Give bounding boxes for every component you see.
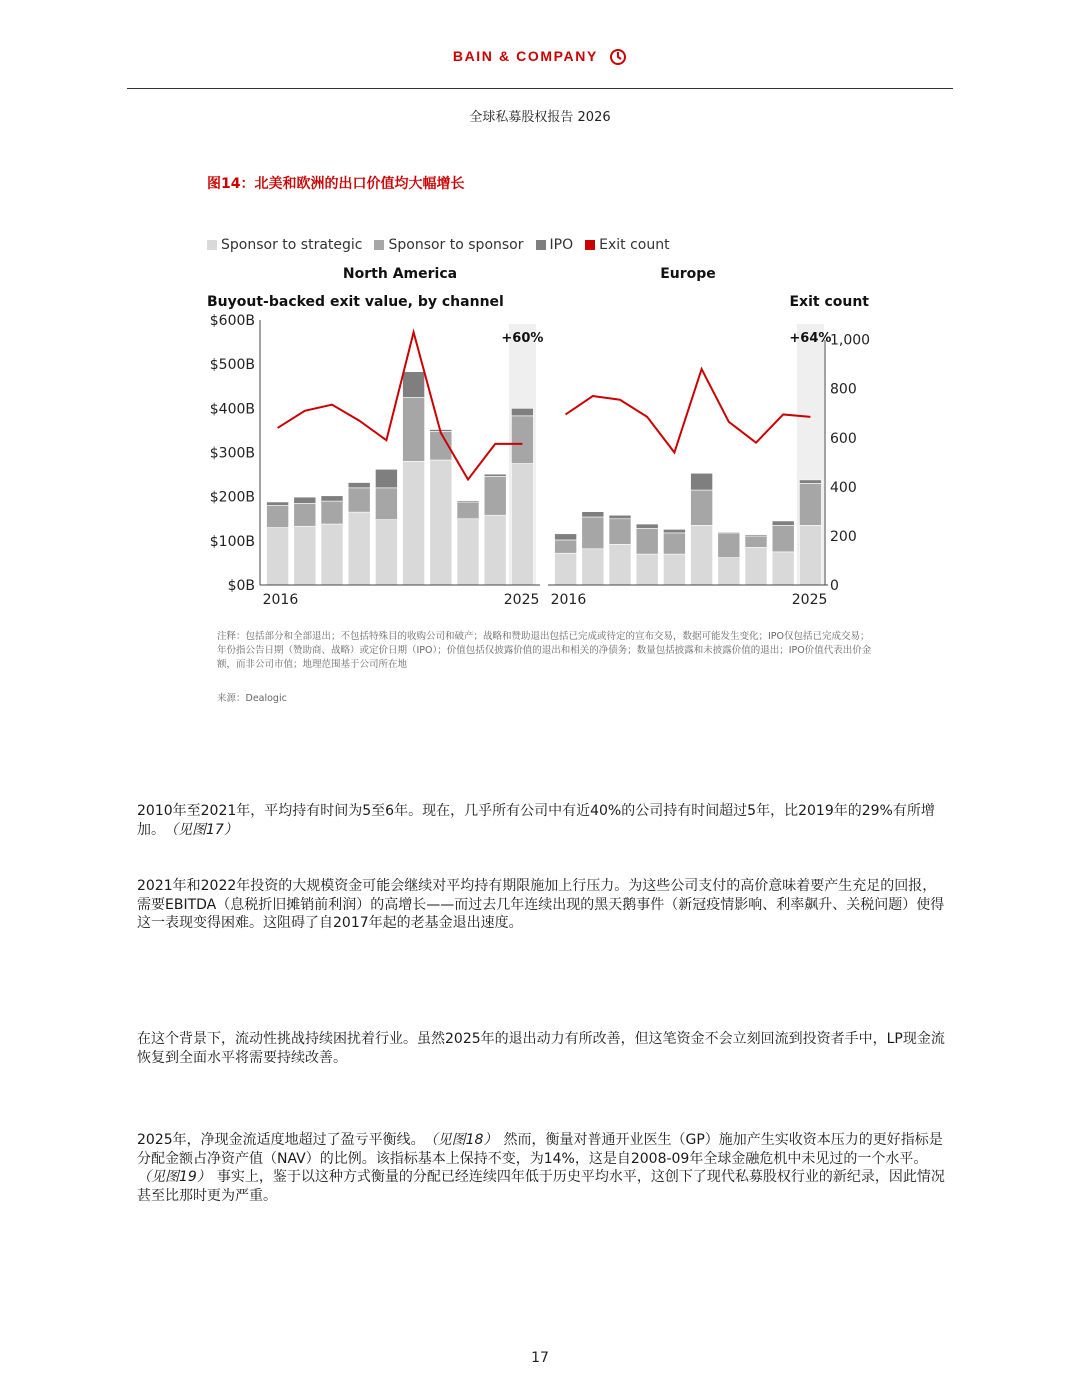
bar-segment-eu	[609, 519, 631, 545]
legend-label-ipo: IPO	[549, 237, 574, 253]
bar-segment-na	[457, 502, 479, 519]
bar-segment-eu	[772, 525, 794, 552]
bar-segment-na	[511, 408, 533, 416]
legend-item-strategic	[207, 237, 362, 253]
y-tick-label: $300B	[209, 445, 255, 462]
paragraph-3: 在这个背景下，流动性挑战持续困扰着行业。虽然2025年的退出动力有所改善，但这笔资金不会立刻回流到投资者手中，LP现金流恢复到全面水平将需要持续改善。	[137, 1031, 945, 1066]
bar-segment-eu	[799, 525, 821, 585]
paragraph-4-text-b: 然而，衡量对普通开业医生（GP）施加产生实收资本压力的更好指标是分配金额占净资产值（NAV）的比例。该指标基本上保持不变，为14%，这是自2008-09年全球金融危机中未见过的一个水平。	[137, 1132, 943, 1167]
legend-item-ipo	[536, 237, 574, 253]
bar-segment-eu	[663, 533, 685, 554]
y-tick-label: $0B	[227, 578, 255, 594]
figure-ref-19[interactable]: （见图19）	[137, 1169, 211, 1185]
bar-segment-eu	[691, 473, 713, 490]
bar-segment-eu	[555, 534, 577, 540]
paragraph-4	[137, 1131, 949, 1205]
bar-segment-eu	[745, 536, 767, 547]
bar-segment-na	[484, 515, 506, 585]
bar-segment-eu	[691, 525, 713, 585]
bar-segment-na	[321, 524, 343, 585]
bar-segment-eu	[799, 483, 821, 525]
bar-segment-eu	[663, 554, 685, 585]
y2-tick-label: 400	[830, 479, 857, 496]
exit-count-line-na	[278, 332, 523, 479]
x-tick-label-eu: 2025	[791, 592, 828, 608]
bar-segment-na	[484, 474, 506, 476]
brand-name: BAIN & COMPANY	[452, 48, 598, 64]
legend-label-sponsor: Sponsor to sponsor	[388, 237, 524, 253]
highlight-label-na: +60%	[501, 331, 544, 346]
y-tick-label: $400B	[209, 401, 255, 418]
exit-value-chart	[196, 256, 886, 618]
bar-segment-na	[267, 502, 289, 506]
y-tick-label: $600B	[209, 313, 255, 329]
bar-segment-eu	[718, 558, 740, 585]
bar-segment-na	[403, 397, 425, 461]
y2-tick-label: 1,000	[830, 332, 871, 349]
bar-segment-eu	[636, 554, 658, 585]
bar-segment-eu	[555, 540, 577, 553]
legend-swatch-sponsor	[374, 240, 384, 250]
bar-segment-na	[457, 519, 479, 585]
bar-segment-eu	[582, 517, 604, 549]
legend-swatch-exit-count	[585, 240, 595, 250]
bar-segment-na	[511, 464, 533, 585]
brand-header	[0, 48, 1080, 66]
chart-legend	[207, 237, 670, 253]
legend-label-exit-count: Exit count	[599, 237, 670, 253]
bar-segment-eu	[609, 544, 631, 585]
paragraph-4-text-c: 事实上，鉴于以这种方式衡量的分配已经连续四年低于历史平均水平，这创下了现代私募股权行业的新纪录，因此情况甚至比那时更为严重。	[137, 1169, 945, 1204]
x-tick-label-na: 2025	[503, 592, 540, 608]
bar-segment-eu	[582, 549, 604, 585]
panel-title-eu: Europe	[660, 266, 716, 282]
bar-segment-na	[348, 488, 370, 512]
bar-segment-eu	[718, 532, 740, 533]
y-tick-label: $500B	[209, 357, 255, 374]
legend-swatch-ipo	[536, 240, 546, 250]
paragraph-1-text: 2010年至2021年，平均持有时间为5至6年。现在，几乎所有公司中有近40%的公司持有时间超过5年，比2019年的29%有所增加。	[137, 803, 935, 838]
bar-segment-na	[267, 528, 289, 585]
y-axis-title-left: Buyout-backed exit value, by channel	[207, 294, 504, 310]
bar-segment-na	[294, 503, 316, 526]
y2-tick-label: 0	[830, 578, 839, 594]
bar-segment-na	[457, 501, 479, 502]
bar-segment-na	[294, 526, 316, 585]
bar-segment-na	[267, 506, 289, 528]
highlight-label-eu: +64%	[789, 331, 832, 346]
figure-note: 注释：包括部分和全部退出；不包括特殊目的收购公司和破产；战略和赞助退出包括已完成或待定的宣布交易，数据可能发生变化；IPO仅包括已完成交易；年份指公告日期（赞助商、战略）或定价日期（IPO）；价值包括仅披露价值的退出和相关的净债务；数量包括披露和未披露价值的退出；IPO价值代表出价金额，而非公司市值；地理范围基于公司所在地	[217, 631, 872, 670]
legend-item-exit-count	[585, 237, 669, 253]
bar-segment-na	[321, 501, 343, 524]
figure-source: 来源：Dealogic	[217, 693, 287, 704]
paragraph-2: 2021年和2022年投资的大规模资金可能会继续对平均持有期限施加上行压力。为这些公司支付的高价意味着要产生充足的回报，需要EBITDA（息税折旧摊销前利润）的高增长——而过去几年连续出现的黑天鹅事件（新冠疫情影响、利率飙升、关税问题）使得这一表现变得困难。这阻碍了自2017年起的老基金退出速度。	[137, 878, 945, 931]
bar-segment-na	[403, 372, 425, 398]
bar-segment-na	[484, 476, 506, 515]
bar-segment-eu	[799, 480, 821, 484]
bar-segment-eu	[718, 533, 740, 558]
bar-segment-eu	[582, 512, 604, 517]
exit-count-line-eu	[566, 369, 811, 452]
bar-segment-na	[511, 416, 533, 464]
brand-logo-icon	[609, 48, 627, 66]
bar-segment-eu	[745, 535, 767, 536]
figure-title: 图14：北美和欧洲的出口价值均大幅增长	[207, 176, 465, 192]
legend-item-sponsor	[374, 237, 523, 253]
panel-title-na: North America	[342, 266, 458, 282]
y2-tick-label: 800	[830, 381, 857, 398]
report-title: 全球私募股权报告 2026	[469, 110, 611, 125]
figure-ref-17[interactable]: （见图17）	[171, 821, 238, 838]
legend-label-strategic: Sponsor to strategic	[221, 237, 363, 253]
figure-ref-18[interactable]: （见图18）	[430, 1132, 498, 1148]
y-tick-label: $100B	[209, 533, 255, 550]
bar-segment-na	[375, 488, 397, 520]
bar-segment-eu	[636, 528, 658, 554]
bar-segment-na	[348, 483, 370, 488]
x-tick-label-na: 2016	[262, 592, 299, 608]
bar-segment-eu	[636, 524, 658, 528]
header-rule	[127, 88, 953, 89]
bar-segment-na	[403, 461, 425, 585]
bar-segment-eu	[663, 529, 685, 533]
bar-segment-eu	[609, 515, 631, 519]
y2-tick-label: 200	[830, 528, 857, 545]
legend-swatch-strategic	[207, 240, 217, 250]
y-axis-title-right: Exit count	[789, 294, 869, 310]
paragraph-1	[137, 802, 949, 839]
y-tick-label: $200B	[209, 489, 255, 506]
bar-segment-na	[430, 460, 452, 585]
page-number: 17	[531, 1350, 549, 1366]
bar-segment-eu	[745, 547, 767, 585]
bar-segment-na	[375, 469, 397, 488]
paragraph-4-text-a: 2025年，净现金流适度地超过了盈亏平衡线。	[137, 1132, 425, 1148]
bar-segment-na	[348, 512, 370, 585]
bar-segment-eu	[772, 552, 794, 585]
bar-segment-eu	[555, 553, 577, 585]
x-tick-label-eu: 2016	[550, 592, 587, 608]
bar-segment-na	[294, 497, 316, 503]
bar-segment-eu	[772, 521, 794, 525]
bar-segment-eu	[691, 490, 713, 525]
y2-tick-label: 600	[830, 430, 857, 447]
bar-segment-na	[375, 520, 397, 585]
bar-segment-na	[321, 496, 343, 501]
